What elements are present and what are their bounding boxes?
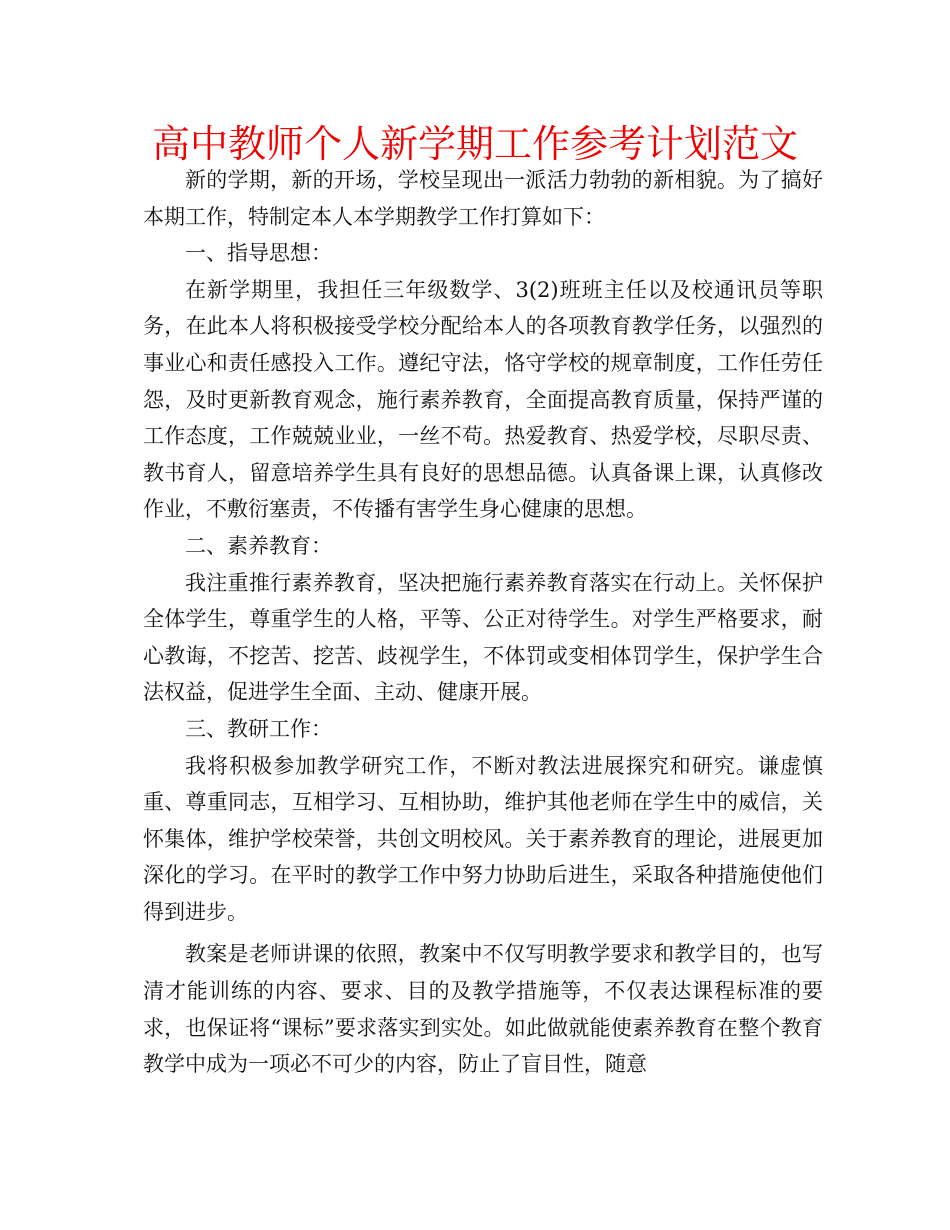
section-heading-quality-education: 二、素养教育： (185, 533, 332, 558)
guiding-thought-paragraph: 在新学期里，我担任三年级数学、3(2)班班主任以及校通讯员等职务，在此本人将积极接受学校分配给本人的各项教育教学任务，以强烈的事业心和责任感投入工作。遵纪守法，恪守学校的规章制度，工作任劳任怨，及时更新教育观念，施行素养教育，全面提高教育质量，保持严谨的工作态度，工作兢兢业业，一丝不苟。热爱教育、热爱学校，尽职尽责、教书育人，留意培养学生具有良好的思想品德。认真备课上课，认真修改作业，不敷衍塞责，不传播有害学生身心健康的思想。 (143, 277, 823, 522)
quality-education-paragraph: 我注重推行素养教育，坚决把施行素养教育落实在行动上。关怀保护全体学生，尊重学生的人格，平等、公正对待学生。对学生严格要求，耐心教诲，不挖苦、挖苦、歧视学生，不体罚或变相体罚学生，保护学生合法权益，促进学生全面、主动、健康开展。 (143, 570, 823, 705)
document-title: 高中教师个人新学期工作参考计划范文 (151, 122, 798, 166)
intro-paragraph: 新的学期，新的开场，学校呈现出一派活力勃勃的新相貌。为了搞好本期工作，特制定本人本学期教学工作打算如下： (143, 168, 823, 229)
teaching-research-paragraph: 我将积极参加教学研究工作，不断对教法进展探究和研究。谦虚慎重、尊重同志，互相学习、互相协助，维护其他老师在学生中的威信，关怀集体，维护学校荣誉，共创文明校风。关于素养教育的理论，进展更加深化的学习。在平时的教学工作中努力协助后进生，采取各种措施使他们得到进步。 (143, 753, 823, 924)
section-heading-guiding-thought: 一、指导思想： (185, 241, 332, 266)
lesson-plan-paragraph: 教案是老师讲课的依照，教案中不仅写明教学要求和教学目的，也写清才能训练的内容、要求、目的及教学措施等，不仅表达课程标准的要求，也保证将“课标”要求落实到实处。如此做就能使素养教育在整个教育教学中成为一项必不可少的内容，防止了盲目性，随意 (143, 942, 823, 1077)
section-heading-teaching-research: 三、教研工作： (185, 716, 332, 741)
document-body (143, 162, 823, 1083)
